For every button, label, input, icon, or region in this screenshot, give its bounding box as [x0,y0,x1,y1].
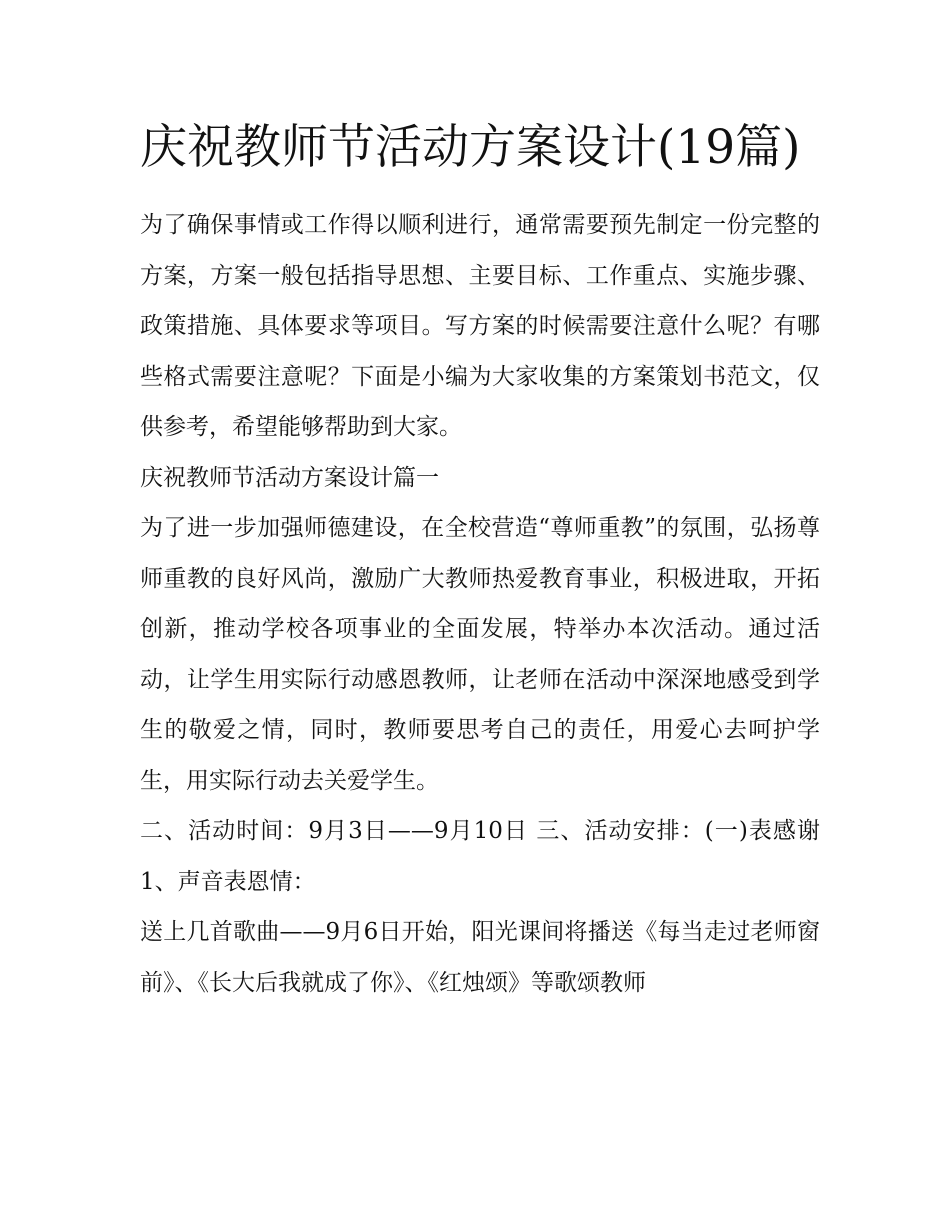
document-title: 庆祝教师节活动方案设计(19篇) [140,120,801,175]
section-heading: 庆祝教师节活动方案设计篇一 [140,464,439,491]
document-content [140,110,820,1008]
songs-paragraph: 送上几首歌曲——9月6日开始，阳光课间将播送《每当走过老师窗前》、《长大后我就成了你》、《红烛颂》等歌颂教师 [140,919,820,996]
purpose-paragraph: 为了进一步加强师德建设，在全校营造“尊师重教”的氛围，弘扬尊师重教的良好风尚，激励广大教师热爱教育事业，积极进取，开拓创新，推动学校各项事业的全面发展，特举办本次活动。通过活动，让学生用实际行动感恩教师，让老师在活动中深深地感受到学生的敬爱之情，同时，教师要思考自己的责任，用爱心去呵护学生，用实际行动去关爱学生。 [140,515,820,794]
schedule-paragraph: 二、活动时间：9月3日——9月10日 三、活动安排：(一)表感谢 1、声音表恩情： [140,818,820,895]
intro-paragraph: 为了确保事情或工作得以顺利进行，通常需要预先制定一份完整的方案，方案一般包括指导思想、主要目标、工作重点、实施步骤、政策措施、具体要求等项目。写方案的时候需要注意什么呢？有哪些格式需要注意呢？下面是小编为大家收集的方案策划书范文，仅供参考，希望能够帮助到大家。 [140,212,820,440]
